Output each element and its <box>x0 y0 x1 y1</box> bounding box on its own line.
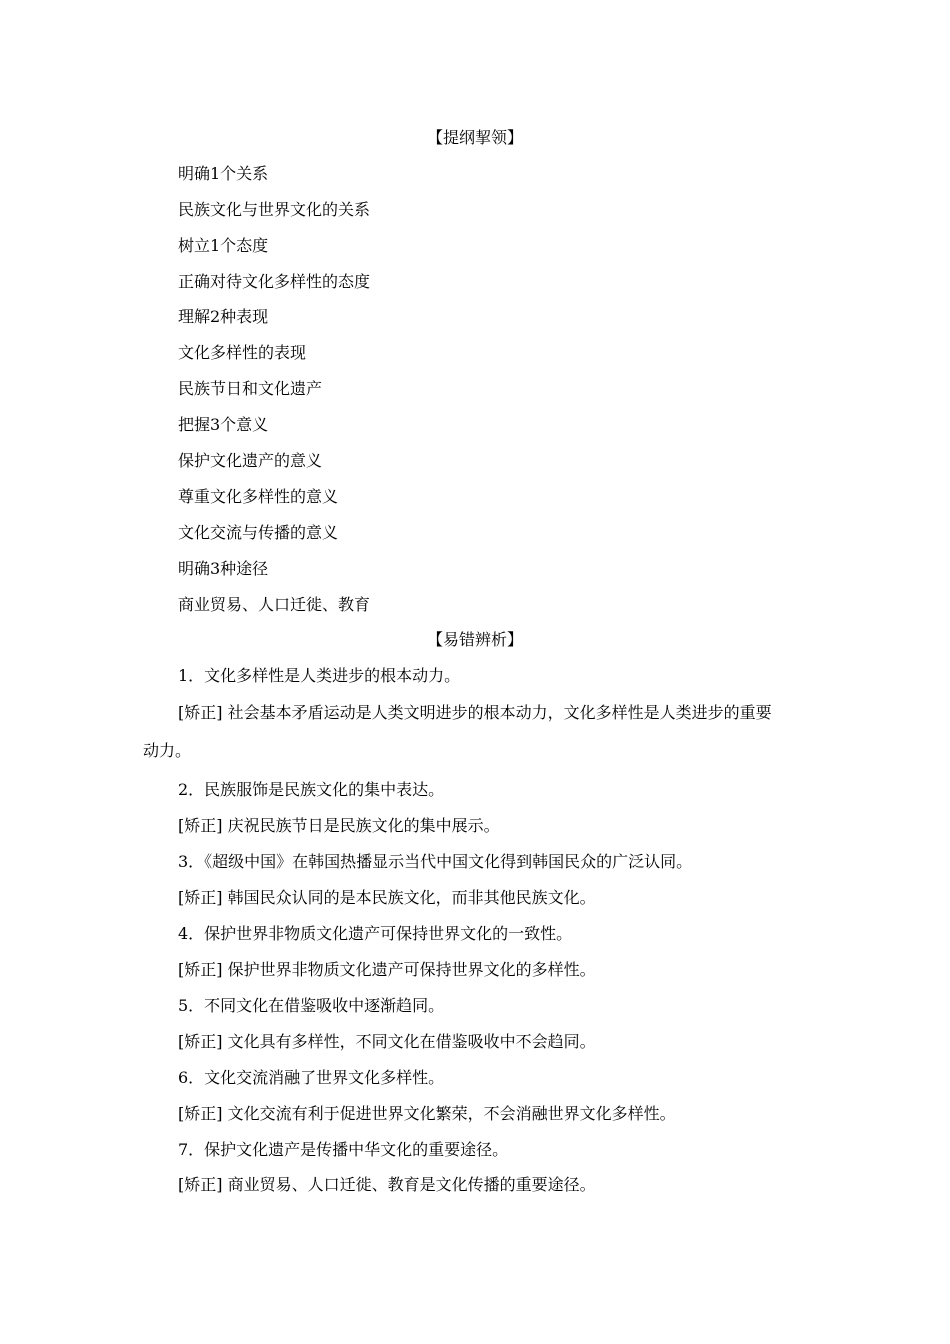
outline-item: 文化交流与传播的意义 <box>178 523 339 542</box>
outline-item: 文化多样性的表现 <box>178 343 307 362</box>
outline-item: 明确3种途径 <box>178 559 269 578</box>
outline-item: 尊重文化多样性的意义 <box>178 487 339 506</box>
outline-item: 正确对待文化多样性的态度 <box>178 272 371 291</box>
outline-title: 【提纲挈领】 <box>426 128 523 147</box>
outline-item: 保护文化遗产的意义 <box>178 451 323 470</box>
error-correction: [矫正] 社会基本矛盾运动是人类文明进步的根本动力，文化多样性是人类进步的重要 <box>178 703 772 722</box>
outline-item: 商业贸易、人口迁徙、教育 <box>178 595 371 614</box>
error-correction: [矫正] 文化具有多样性，不同文化在借鉴吸收中不会趋同。 <box>178 1032 596 1051</box>
error-correction: [矫正] 保护世界非物质文化遗产可保持世界文化的多样性。 <box>178 960 596 979</box>
outline-item: 民族文化与世界文化的关系 <box>178 200 371 219</box>
error-correction: [矫正] 商业贸易、人口迁徙、教育是文化传播的重要途径。 <box>178 1175 596 1194</box>
error-statement: 5．不同文化在借鉴吸收中逐渐趋同。 <box>178 996 445 1015</box>
outline-item: 民族节日和文化遗产 <box>178 379 323 398</box>
error-statement: 7．保护文化遗产是传播中华文化的重要途径。 <box>178 1140 509 1159</box>
error-statement: 2．民族服饰是民族文化的集中表达。 <box>178 780 445 799</box>
error-statement: 4．保护世界非物质文化遗产可保持世界文化的一致性。 <box>178 924 573 943</box>
error-statement: 6．文化交流消融了世界文化多样性。 <box>178 1068 445 1087</box>
outline-item: 树立1个态度 <box>178 236 269 255</box>
error-correction-continued: 动力。 <box>143 741 192 760</box>
outline-item: 把握3个意义 <box>178 415 269 434</box>
error-statement: 3．《超级中国》在韩国热播显示当代中国文化得到韩国民众的广泛认同。 <box>178 852 693 871</box>
error-correction: [矫正] 庆祝民族节日是民族文化的集中展示。 <box>178 816 500 835</box>
error-correction: [矫正] 韩国民众认同的是本民族文化，而非其他民族文化。 <box>178 888 596 907</box>
error-correction: [矫正] 文化交流有利于促进世界文化繁荣，不会消融世界文化多样性。 <box>178 1104 676 1123</box>
outline-item: 明确1个关系 <box>178 164 269 183</box>
outline-item: 理解2种表现 <box>178 307 269 326</box>
error-statement: 1．文化多样性是人类进步的根本动力。 <box>178 666 461 685</box>
errors-title: 【易错辨析】 <box>426 630 523 649</box>
